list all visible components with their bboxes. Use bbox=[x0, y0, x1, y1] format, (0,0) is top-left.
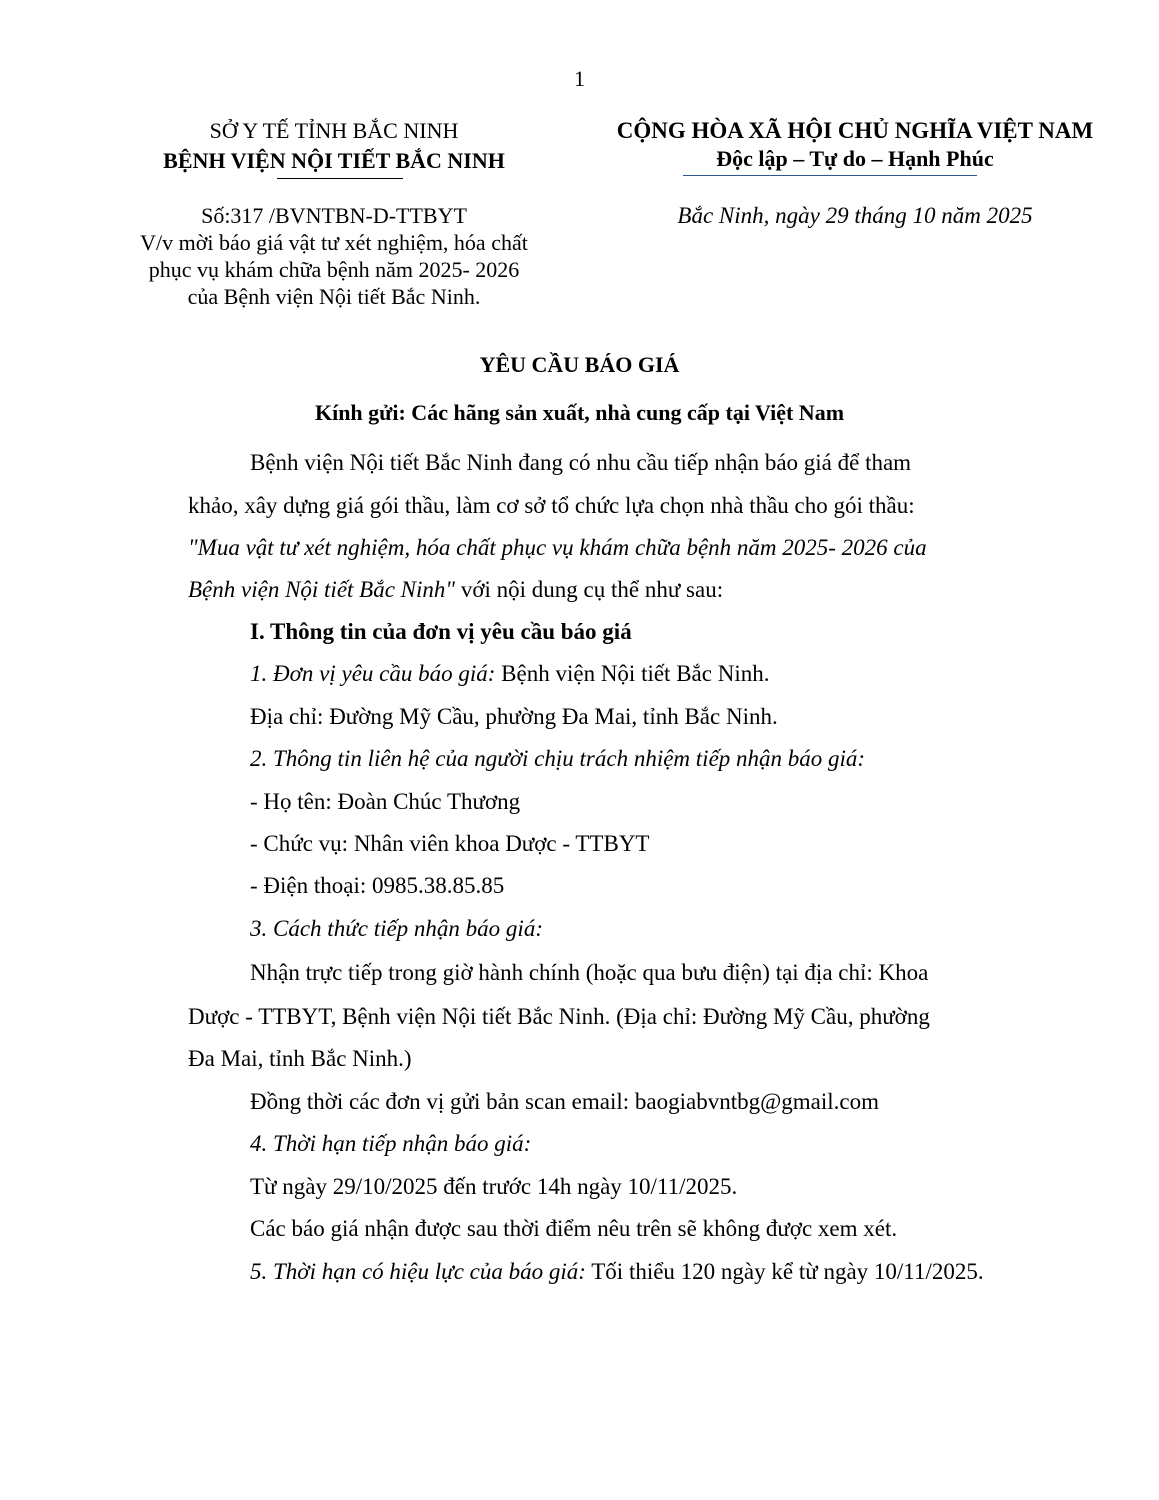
section-1-heading: I. Thông tin của đơn vị yêu cầu báo giá bbox=[250, 619, 632, 644]
receive-line-3: Đa Mai, tỉnh Bắc Ninh.) bbox=[188, 1046, 412, 1071]
recipient-line: Kính gửi: Các hãng sản xuất, nhà cung cấp tại Việt Nam bbox=[314, 400, 845, 425]
intro-line-1: Bệnh viện Nội tiết Bắc Ninh đang có nhu cầu tiếp nhận báo giá để tham bbox=[250, 450, 912, 475]
contact-phone: - Điện thoại: 0985.38.85.85 bbox=[250, 873, 505, 898]
hospital-underline bbox=[277, 178, 403, 179]
place-date: Bắc Ninh, ngày 29 tháng 10 năm 2025 bbox=[677, 203, 1033, 228]
subject-line-3: của Bệnh viện Nội tiết Bắc Ninh. bbox=[187, 284, 481, 309]
motto-underline bbox=[683, 175, 977, 176]
contact-name: - Họ tên: Đoàn Chúc Thương bbox=[250, 789, 521, 814]
department-name: SỞ Y TẾ TỈNH BẮC NINH bbox=[209, 118, 459, 143]
late-note: Các báo giá nhận được sau thời điểm nêu trên sẽ không được xem xét. bbox=[250, 1216, 898, 1241]
item-4-label: 4. Thời hạn tiếp nhận báo giá: bbox=[250, 1131, 532, 1156]
email-line: Đồng thời các đơn vị gửi bản scan email: baogiabvntbg@gmail.com bbox=[250, 1089, 879, 1114]
deadline-line: Từ ngày 29/10/2025 đến trước 14h ngày 10/11/2025. bbox=[250, 1174, 738, 1199]
receive-line-2: Dược - TTBYT, Bệnh viện Nội tiết Bắc Ninh. (Địa chỉ: Đường Mỹ Cầu, phường bbox=[188, 1004, 930, 1029]
item-2-label: 2. Thông tin liên hệ của người chịu trách nhiệm tiếp nhận báo giá: bbox=[250, 746, 866, 771]
contact-position: - Chức vụ: Nhân viên khoa Dược - TTBYT bbox=[250, 831, 650, 856]
subject-line-2: phục vụ khám chữa bệnh năm 2025- 2026 bbox=[148, 257, 520, 282]
item-5-value: Tối thiểu 120 ngày kể từ ngày 10/11/2025. bbox=[585, 1259, 984, 1284]
intro-line-3: "Mua vật tư xét nghiệm, hóa chất phục vụ khám chữa bệnh năm 2025- 2026 của bbox=[188, 535, 927, 560]
page-number: 1 bbox=[574, 66, 585, 91]
address-line: Địa chỉ: Đường Mỹ Cầu, phường Đa Mai, tỉnh Bắc Ninh. bbox=[250, 704, 778, 729]
intro-line-2: khảo, xây dựng giá gói thầu, làm cơ sở tổ chức lựa chọn nhà thầu cho gói thầu: bbox=[188, 493, 915, 518]
hospital-name: BỆNH VIỆN NỘI TIẾT BẮC NINH bbox=[163, 148, 505, 173]
intro-line-4-rest: với nội dung cụ thể như sau: bbox=[455, 577, 724, 602]
item-5-label: 5. Thời hạn có hiệu lực của báo giá: bbox=[250, 1259, 586, 1284]
package-name-end: Bệnh viện Nội tiết Bắc Ninh" bbox=[188, 577, 456, 602]
national-motto: Độc lập – Tự do – Hạnh Phúc bbox=[716, 146, 994, 171]
item-5 bbox=[250, 1259, 984, 1285]
document-title: YÊU CẦU BÁO GIÁ bbox=[479, 352, 680, 377]
subject-line-1: V/v mời báo giá vật tư xét nghiệm, hóa chất bbox=[140, 230, 528, 255]
receive-line-1: Nhận trực tiếp trong giờ hành chính (hoặc qua bưu điện) tại địa chỉ: Khoa bbox=[250, 960, 929, 985]
item-1-label: 1. Đơn vị yêu cầu báo giá: bbox=[250, 661, 496, 686]
document-number: Số:317 /BVNTBN-D-TTBYT bbox=[201, 203, 467, 228]
item-1 bbox=[250, 661, 769, 687]
intro-line-4 bbox=[188, 577, 723, 603]
nation-title: CỘNG HÒA XÃ HỘI CHỦ NGHĨA VIỆT NAM bbox=[616, 118, 1094, 143]
item-3-label: 3. Cách thức tiếp nhận báo giá: bbox=[250, 916, 543, 941]
item-1-value: Bệnh viện Nội tiết Bắc Ninh. bbox=[495, 661, 770, 686]
